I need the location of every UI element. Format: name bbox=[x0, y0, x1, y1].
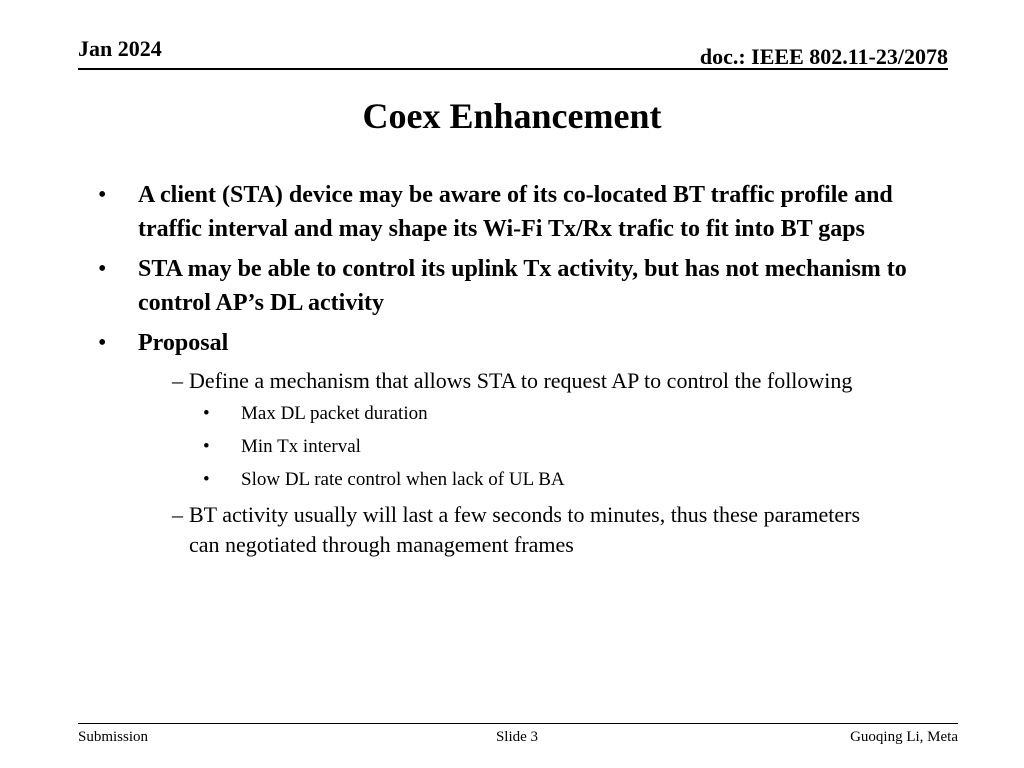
sub-sub-bullet-item bbox=[96, 434, 956, 460]
bullet-marker: • bbox=[98, 330, 107, 356]
footer-submission: Submission bbox=[78, 729, 149, 745]
bullet-marker: • bbox=[203, 403, 210, 424]
bullet-item bbox=[96, 178, 956, 246]
sub-sub-bullet-item bbox=[96, 467, 956, 493]
bullet-item bbox=[96, 326, 956, 360]
header-date: Jan 2024 bbox=[78, 36, 162, 61]
bullet-text: STA may be able to control its uplink Tx activity, but has not mechanism to control AP’s DL activity bbox=[138, 256, 907, 316]
slide-title: Coex Enhancement bbox=[362, 96, 662, 136]
sub-bullet-text: Define a mechanism that allows STA to request AP to control the following bbox=[189, 368, 853, 393]
sub-sub-bullet-text: Max DL packet duration bbox=[241, 403, 428, 424]
footer-slide-number: Slide 3 bbox=[495, 729, 539, 745]
header-doc-id: doc.: IEEE 802.11-23/2078 bbox=[699, 44, 948, 69]
bullet-text: Proposal bbox=[138, 330, 229, 356]
bullet-marker: • bbox=[203, 436, 210, 457]
dash-marker: – bbox=[172, 368, 183, 393]
dash-marker: – bbox=[172, 502, 183, 527]
sub-sub-bullet-text: Min Tx interval bbox=[241, 436, 361, 457]
sub-sub-bullet-text: Slow DL rate control when lack of UL BA bbox=[241, 469, 565, 490]
bullet-marker: • bbox=[98, 182, 107, 208]
bullet-marker: • bbox=[203, 469, 210, 490]
sub-sub-bullet-item bbox=[96, 401, 956, 427]
bullet-item bbox=[96, 252, 956, 320]
footer-divider bbox=[78, 723, 958, 724]
sub-bullet-text: BT activity usually will last a few seconds to minutes, thus these parameters can negotiated through management frames bbox=[189, 502, 861, 557]
bullet-text: A client (STA) device may be aware of its co-located BT traffic profile and traffic interval and may shape its Wi-Fi Tx/Rx trafic to fit into BT gaps bbox=[138, 182, 893, 242]
sub-bullet-item bbox=[96, 500, 889, 560]
slide-body bbox=[96, 178, 956, 565]
bullet-marker: • bbox=[98, 256, 107, 282]
sub-bullet-item bbox=[96, 366, 889, 396]
header-divider bbox=[78, 68, 948, 70]
footer-author: Guoqing Li, Meta bbox=[850, 729, 958, 745]
